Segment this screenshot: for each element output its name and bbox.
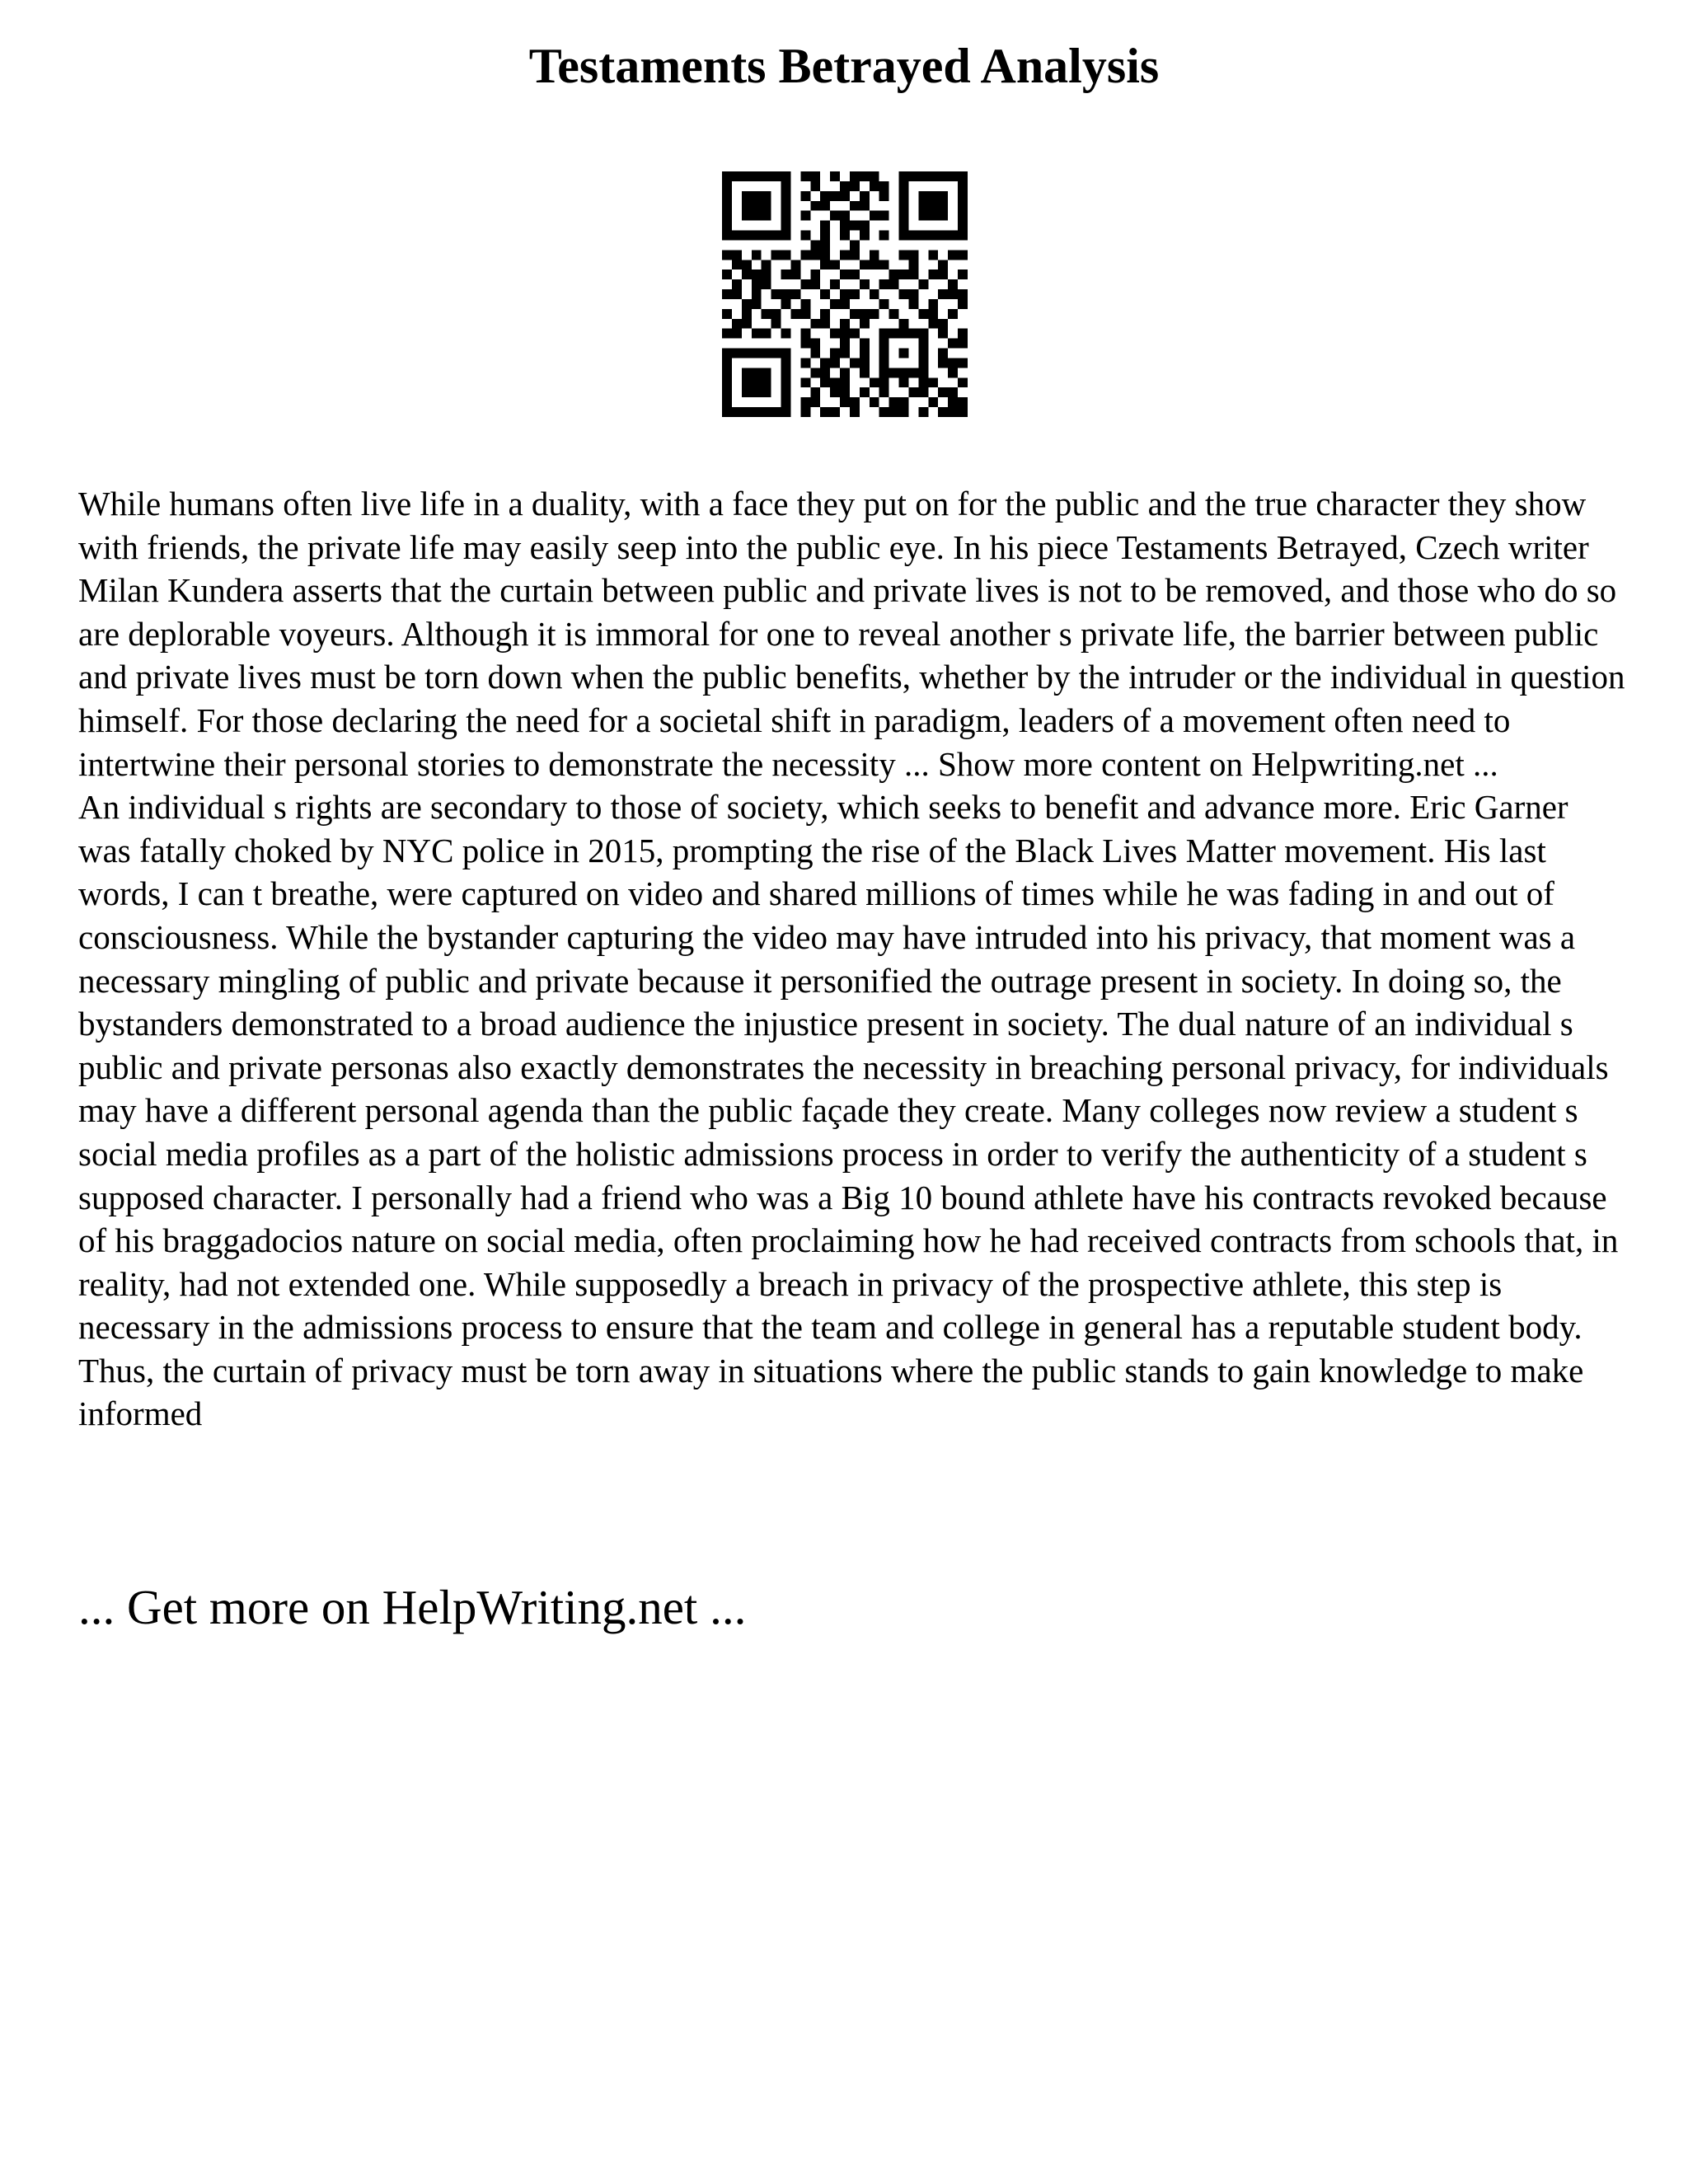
document-title: Testaments Betrayed Analysis — [528, 39, 1160, 93]
get-more-link[interactable]: ... Get more on HelpWriting.net ... — [78, 1580, 747, 1634]
document-body — [78, 482, 1628, 1436]
qr-code-icon — [722, 171, 968, 417]
body-paragraph-1: While humans often live life in a duality, with a face they put on for the public and the true character they show with friends, the private life may easily seep into the public eye. In his piece Testaments Betrayed, Czech writer Milan Kundera asserts that the curtain between public and private lives is not to be removed, and those who do so are deplorable voyeurs. Although it is immoral for one to reveal another s private life, the barrier between public and private lives must be torn down when the public benefits, whether by the intruder or the individual in question himself. For those declaring the need for a societal shift in paradigm, leaders of a movement often need to intertwine their personal stories to demonstrate the necessity ... Show more content on Helpwriting.net ... — [78, 485, 1625, 783]
body-paragraph-2: An individual s rights are secondary to those of society, which seeks to benefit and advance more. Eric Garner was fatally choked by NYC police in 2015, prompting the rise of the Black Lives Matter movement. His last words, I can t breathe, were captured on video and shared millions of times while he was fading in and out of consciousness. While the bystander capturing the video may have intruded into his privacy, that moment was a necessary mingling of public and private because it personified the outrage present in society. In doing so, the bystanders demonstrated to a broad audience the injustice present in society. The dual nature of an individual s public and private personas also exactly demonstrates the necessity in breaching personal privacy, for individuals may have a different personal agenda than the public façade they create. Many colleges now review a student s social media profiles as a part of the holistic admissions process in order to verify the authenticity of a student s supposed character. I personally had a friend who was a Big 10 bound athlete have his contracts revoked because of his braggadocios nature on social media, often proclaiming how he had received contracts from schools that, in reality, had not extended one. While supposedly a breach in privacy of the prospective athlete, this step is necessary in the admissions process to ensure that the team and college in general has a reputable student body. Thus, the curtain of privacy must be torn away in situations where the public stands to gain knowledge to make informed — [78, 788, 1619, 1433]
